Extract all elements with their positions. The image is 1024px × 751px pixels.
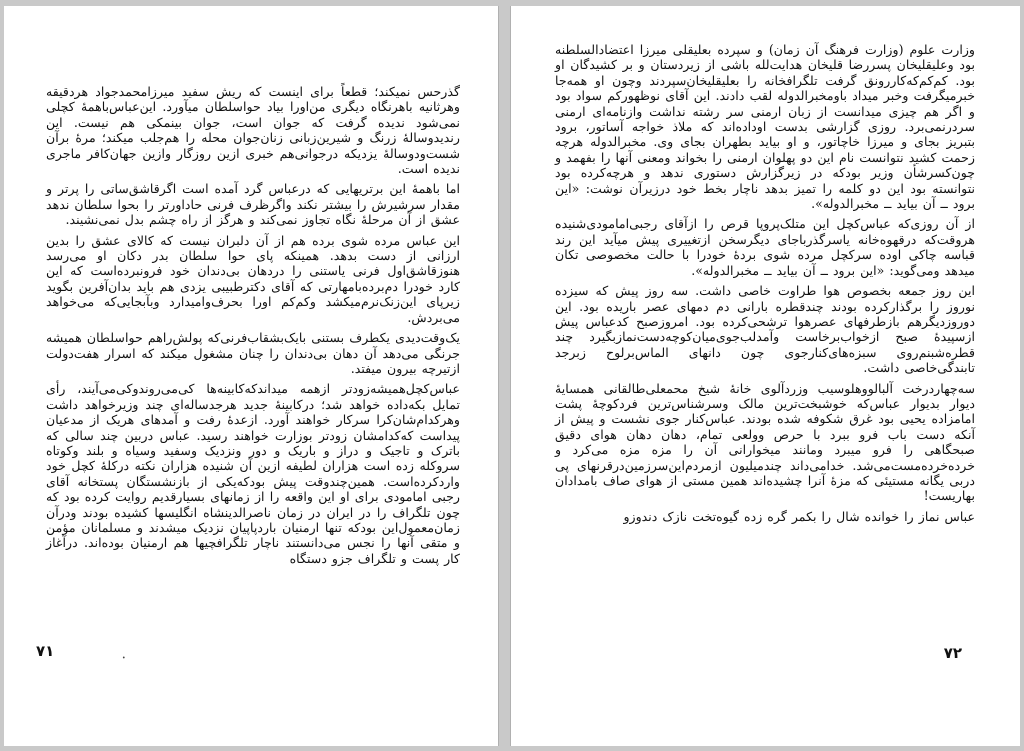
left-book-page xyxy=(4,6,499,746)
paragraph: وزارت علوم (وزارت فرهنگ آن زمان) و سپرده بعلیقلی میرزا اعتضاد‌السلطنه بود وعلیقلیخان پسررضا قلیخان هدایت‌لله باشی از زیردستان و بر کشیدگان او بود. کم‌کم‌که‌کاررونق گرفت تلگرافخانه را بعلیقلیخان‌سپردند وچون او همه‌جا خبرمیگرفت وخبر میداد باومخبرالدوله لقب دادند. این آقای نوظهورکم سواد بود و اگر هم چیزی میدانست از زبان ارمنی سر رشته نداشت وازنامه‌ای ارمنی سردرنمی‌برد. روزی گزارشی بدست اوداده‌اند که ملاذ خواجه آساتور، برود بتبریز بجای و میرزا خاچاتور، و او بیاید بطهران بجای وی. مخبرالدوله هرچه زحمت کشید نتوانست نام این دو پهلوان ارمنی را بخواند ومعنی آنها را بفهمد و چون‌کسرشأن وزیر بودکه در زیرگزارش دستوری ندهد و هرچه‌کرده بود نتوانسته بود این دو کلمه را تمیز بدهد ناچار بخط خود درزیرآن نوشت: «این برود ــ آن بیاید ــ مخبرالدوله». xyxy=(555,42,975,212)
paragraph: سه‌چهاردرخت آلبالووهلوسیب وزردآلوی خانهٔ شیخ محمعلی‌طالقانی همسایهٔ دیوار بدیوار عباس‌که خوشبخت‌ترین مالک وسرشناس‌ترین فردکوچهٔ پشت امامزاده یحیی بود غرق شکوفه شده بودند. عباس‌کنار جوی نشست و پیش از آنکه دست باب فرو ببرد با حرص وولعی تمام، دهان دهان هوای دقیق صبحگاهی را فرو میبرد ومانند میخوارانی آن را مزه مزه می‌کرد و خرده‌خرده‌مست‌می‌شد. خدامی‌داند چندمیلیون ازمردم‌این‌سرزمین‌درقرنهای پی دربی یگانه مستیئی که مزهٔ آنرا چشیده‌اند همین مستی از هوای صاف بامدادان بهاریست! xyxy=(555,380,975,504)
left-page-body xyxy=(46,84,460,571)
paragraph: از آن روزی‌که عباس‌کچل این متلک‌پروپا قرص را ازآقای رجبی‌امامودی‌شنیده هروقت‌که درقهوه‌خانه یاسرگذرباجای دیگرسخن ازتغییری پیش میآید این رند قباسه چاکی اوده سرکچل مرده شوی بردهٔ خودرا با حالت مخصوصی تکان میدهد ومی‌گوید: «این برود ــ آن بیاید ــ مخبرالدوله». xyxy=(555,216,975,278)
paragraph: عباس نماز را خوانده شال را بکمر گره زده گیوه‌تخت نازک دندوزو xyxy=(623,508,975,524)
left-page-number: ۷۱ xyxy=(36,642,55,660)
paragraph: این روز جمعه بخصوص هوا طراوت خاصی داشت. سه روز پیش که سیزده نوروز را برگذارکرده بودند چندقطره بارانی دم دمهای عصر باریده بود. این دوروزدیگرهم بازطرفهای عصرهوا ترشحی‌کرده بود. امروزصبح کدعباس پیش ازسپیدهٔ صبح ازخواب‌برخاست وآمدلب‌جوی‌میان‌کوچه‌دست‌نمازبگیرد چند قطره‌شبنم‌روی سبزه‌های‌کنارجوی چون دانهای الماس‌برلوح زبرجد تابندگی‌خاصی داشت. xyxy=(555,283,975,376)
print-speck: • xyxy=(122,655,126,662)
right-book-page xyxy=(510,6,1020,746)
paragraph: یک‌وقت‌دیدی یکطرف بستنی بایک‌بشقاب‌فرنی‌که پولش‌راهم حواسلطان همیشه جرنگی می‌دهد آن دهان بی‌دندان را چنان مشغول میکند که اسرار هفت‌دولت ازتیرچه بیرون میفتد. xyxy=(46,330,460,376)
right-page-body xyxy=(555,42,975,529)
right-page-number: ۷۲ xyxy=(943,644,962,662)
paragraph: این عباس مرده شوی برده هم از آن دلبران نیست که کالای عشق را بدین ارزانی از دست بدهد. همینکه پای حوا سلطان بدر دکان او می‌رسد هنوزقاشق‌اول فرنی یاستنی را دردهان بی‌دندان خود فرونبرده‌است که این کارد خودرا دم‌برده‌بامهارتی که آقای دکترطبیبی یزدی هم باید بدان‌آفرین بگوید زیرپای این‌زنک‌نرم‌میکشد وکم‌کم اورا بحرف‌وامیدارد وبآبجایی‌که می‌خواهد می‌بردش. xyxy=(46,232,460,325)
paragraph: عباس‌کچل‌همیشه‌زودتر ازهمه میداندکه‌کابینه‌ها کی‌می‌روندوکی‌می‌آیند، رأی تمایل بکه‌داده خواهد شد؛ درکابینهٔ جدید هرجدساله‌ای چند وزیرخواهد داشت وهرکدام‌شان‌کرا سرکار خواهند آورد. ازعده‌ٔ رفت و آمدهای هریک از مدعیان پیداست که‌کدامشان زودتر بوزارت خواهند رسید. عباس دربین چند سالی که باترک و تاجیک و دراز و باریک و دور ونزدیک وسفید وسیاه و بلند وکوتاه سروکله زده است هزاران لطیفه ازین آن شنیده هزاران نکته درکلهٔ کچل خود واردکرده‌است. همین‌چندوقت پیش بودکه‌یکی از بازنشستگان پستخانه آقای رجبی امامودی برای او این واقعه را از زمانهای بسیارقدیم روایت کرده بود که چون تلگراف را در ایران در زمان ناصرالدینشاه انگلیسها کشیده بودند ودرآن زمان‌معمول‌این بودکه تنها ارمنیان باردپاپیان نزدیک میشدند و مسلمانان مؤمن و متقی آنها را نجس می‌دانستند ناچار تلگرافچیها هم ارمنیان بوده‌اند. درآغاز کار پست و تلگراف جزو دستگاه xyxy=(46,381,460,566)
paragraph: گذرحس نمیکند؛ قطعاً برای اینست که ریش سفید میرزامحمدجواد هردقیقه وهرثانیه باهرنگاه دیگری من‌اورا بیاد حواسلطان میآورد. این‌عباس‌باهمهٔ کچلی نمی‌شود ندیده گرفت که جوان است، جوان بینمکی هم نیست. این رندیدوسالهٔ زرنگ و شیرین‌زبانی زنان‌جوان محله را هم‌جلب میکند؛ مرهٔ برآن شست‌ودوسالهٔ یزدیکه درجوانی‌هم خبری ازین روزگار وازین جهان‌کافر ماجری ندیده است. xyxy=(46,84,460,177)
paragraph: اما باهمهٔ این برتریهایی که درعباس گرد آمده است اگرقاشق‌ساتی را پرتر و مقدار سرشیرش را بیشتر نکند واگرظرف فرنی حاداورتر را بحوا سلطان ندهد عشق از آن مرحلهٔ نگاه تجاوز نمی‌کند و هرگز از راه چشم بدل نمی‌نشیند. xyxy=(46,181,460,228)
